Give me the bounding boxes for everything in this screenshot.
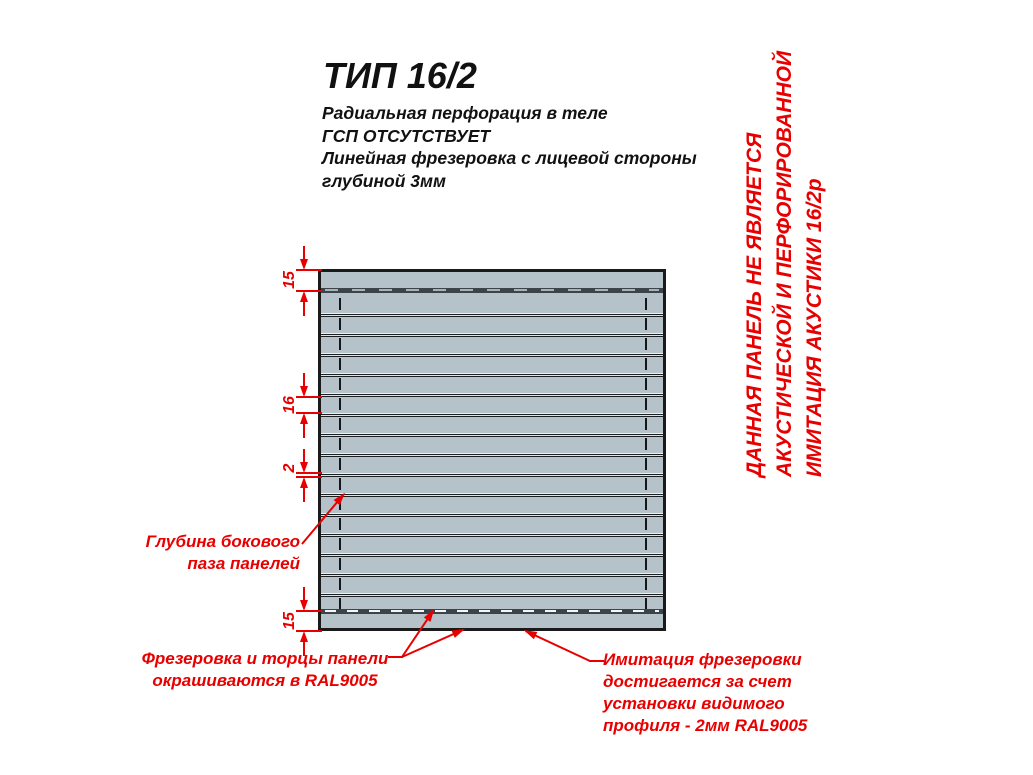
milling-groove	[321, 573, 663, 577]
annotation-imitation-profile	[603, 649, 807, 737]
dimension-value: 15	[281, 271, 298, 289]
annotation-line: Глубина бокового	[145, 532, 300, 551]
dimension-line	[303, 373, 305, 387]
arrow-up-icon	[300, 291, 308, 302]
description-line: ГСП ОТСУТСТВУЕТ	[322, 125, 491, 146]
milling-groove	[321, 353, 663, 357]
dimension-line	[303, 587, 305, 601]
annotation-milling-paint	[140, 648, 390, 692]
panel-drawing	[318, 269, 666, 631]
description-line: глубиной 3мм	[322, 170, 446, 191]
annotation-line: окрашиваются в RAL9005	[152, 671, 378, 690]
milling-groove	[321, 333, 663, 337]
milling-groove	[321, 473, 663, 477]
milling-groove	[321, 313, 663, 317]
annotation-line: Имитация фрезеровки	[603, 650, 802, 669]
dimension-line	[303, 246, 305, 260]
milling-groove	[321, 533, 663, 537]
top-profile-dashes	[325, 289, 659, 291]
annotation-line: достигается за счет	[603, 672, 792, 691]
milling-groove	[321, 513, 663, 517]
description-line: Радиальная перфорация в теле	[322, 103, 608, 123]
extension-line	[296, 396, 322, 398]
side-groove-dashed-line-left	[339, 293, 341, 609]
milling-groove	[321, 433, 663, 437]
top-profile-strip	[321, 288, 663, 293]
warning-line: ДАННАЯ ПАНЕЛЬ НЕ ЯВЛЯЕТСЯ	[743, 132, 766, 477]
dimension-line	[303, 449, 305, 463]
warning-line: ИМИТАЦИЯ АКУСТИКИ 16/2р	[803, 178, 826, 477]
milling-groove	[321, 453, 663, 457]
dimension-value: 2	[281, 463, 298, 473]
leader-tail	[589, 660, 604, 662]
dimension-value: 15	[281, 612, 298, 630]
dimension-line	[303, 488, 305, 502]
milling-groove	[321, 553, 663, 557]
arrow-up-icon	[300, 631, 308, 642]
warning-line: АКУСТИЧЕСКОЙ И ПЕРФОРИРОВАННОЙ	[773, 50, 796, 477]
milling-groove	[321, 373, 663, 377]
milling-groove	[321, 413, 663, 417]
extension-line	[296, 610, 322, 612]
dimension-value: 16	[281, 396, 298, 414]
arrow-up-icon	[300, 477, 308, 488]
annotation-line: паза панелей	[187, 554, 300, 573]
milling-groove	[321, 393, 663, 397]
bottom-profile-dashes	[325, 610, 659, 612]
leader-arrow-imitation	[525, 630, 590, 662]
page-title: ТИП 16/2	[323, 55, 477, 96]
side-groove-dashed-line-right	[645, 293, 647, 609]
arrow-up-icon	[300, 413, 308, 424]
milling-groove	[321, 493, 663, 497]
panel-description	[322, 102, 697, 192]
rotated-warning-note	[740, 17, 832, 477]
annotation-line: установки видимого	[603, 694, 785, 713]
extension-line	[296, 269, 322, 271]
description-line: Линейная фрезеровка с лицевой стороны	[322, 148, 697, 168]
annotation-side-groove	[130, 531, 300, 575]
annotation-line: Фрезеровка и торцы панели	[141, 649, 389, 668]
dimension-line	[303, 302, 305, 316]
extension-line	[296, 472, 322, 474]
annotation-line: профиля - 2мм RAL9005	[603, 716, 808, 735]
dimension-line	[303, 424, 305, 438]
milling-groove	[321, 593, 663, 597]
bottom-profile-strip	[321, 609, 663, 614]
